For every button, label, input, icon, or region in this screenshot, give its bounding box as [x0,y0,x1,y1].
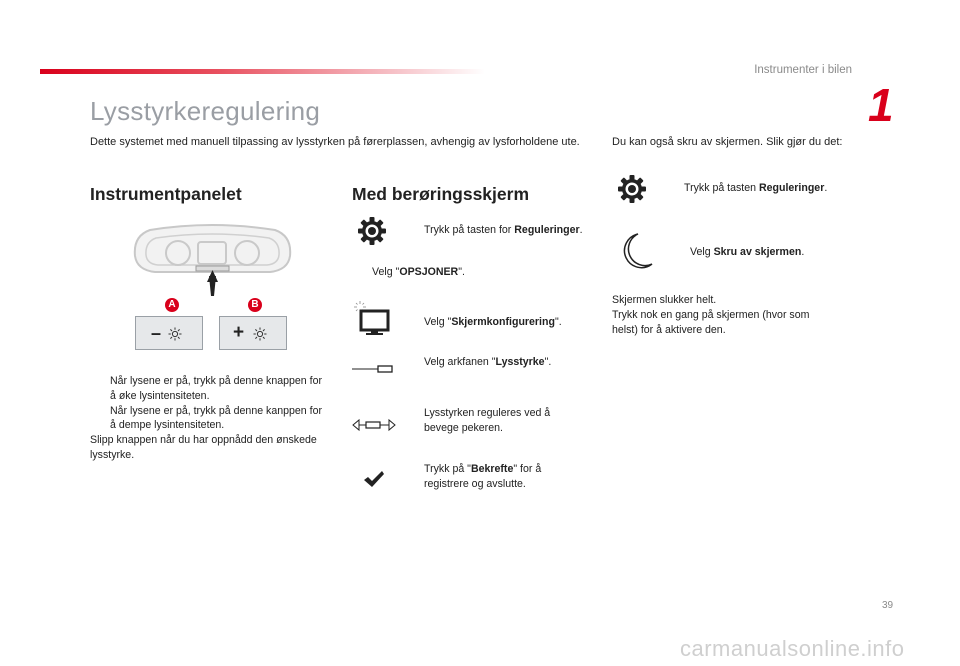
chapter-color-bar [40,69,485,74]
step-text: . [579,224,583,236]
touchscreen-step-6 [404,462,574,491]
bullet-icon [404,462,424,491]
list-item [90,404,330,434]
page-number: 39 [882,600,894,611]
screen-off-label: Skru av skjermen [713,246,802,258]
list-item [90,374,330,404]
step-text: ". [544,356,552,368]
minus-label: – [151,323,162,343]
brightness-tab-label: Lysstyrke [495,356,545,368]
step-text: Velg " [372,266,400,278]
bullet-icon [352,265,372,280]
slider-pointer-icon [352,418,396,432]
step-text: Trykk på " [424,463,471,475]
step-text: Lysstyrken reguleres ved å bevege pekeren. [424,407,551,434]
intro-text: Dette systemet med manuell tilpassing av lysstyrken på førerplassen, avhengig av lysforholdene ute. [90,136,580,148]
options-label: OPSJONER [399,266,459,278]
bullet-icon [90,374,110,404]
screen-off-intro: Du kan også skru av skjermen. Slik gjør du det: [612,136,843,148]
watermark: carmanualsonline.info [680,636,905,661]
confirm-check-icon [363,470,385,488]
bullet-text: Når lysene er på, trykk på denne knappen for å øke lysintensiteten. [110,375,322,402]
screen-configuration-label: Skjermkonfigurering [451,316,555,328]
chapter-title: Instrumenter i bilen [754,64,852,76]
touchscreen-step-1 [404,223,604,238]
marker-a-label: A [168,299,176,310]
note-text: Skjermen slukker helt. [612,294,717,306]
screen-configuration-icon [354,300,390,336]
confirm-label: Bekrefte [470,463,514,475]
step-text: " for å registrere og avslutte. [424,463,542,490]
page-title: Lysstyrkeregulering [90,96,321,126]
step-text: Velg " [424,316,452,328]
chapter-number: 1 [868,79,894,131]
bullet-icon [404,315,424,330]
instrument-panel-instructions [90,374,330,463]
step-text: Trykk på tasten for [424,224,515,236]
touchscreen-step-4 [404,355,604,370]
step-text: ". [554,316,562,328]
step-text: Velg arkfanen " [424,356,496,368]
instrument-cluster-illustration [130,222,295,300]
sun-icon [168,327,182,341]
plus-label: + [233,322,245,343]
bullet-icon [404,406,424,435]
marker-b-label: B [251,299,259,310]
release-text: Slipp knappen når du har oppnådd den ønskede lysstyrke. [90,434,317,461]
brightness-increase-button[interactable] [219,316,287,350]
touchscreen-step-3 [404,315,604,330]
screen-off-step-2 [670,245,860,260]
step-text: . [801,246,805,258]
settings-gear-icon [357,216,387,246]
screen-off-step-1 [664,181,854,196]
settings-key-label: Reguleringer [514,224,580,236]
bullet-icon [404,223,424,238]
step-text: . [824,182,828,194]
step-text: ". [458,266,465,278]
bullet-text: Når lysene er på, trykk på denne kanppen for å dempe lysintensiteten. [110,404,322,432]
bullet-icon [664,181,684,196]
note-text: Trykk nok en gang på skjermen (hvor som helst) for å aktivere den. [612,308,810,336]
bullet-icon [90,404,110,434]
settings-gear-icon [617,174,647,204]
brightness-decrease-button[interactable] [135,316,203,350]
moon-icon [618,232,654,272]
touchscreen-step-5 [404,406,574,435]
touchscreen-step-2 [352,265,552,280]
bullet-icon [404,355,424,370]
instrument-panel-heading: Instrumentpanelet [90,184,242,204]
screen-off-notes [612,293,834,337]
settings-key-label: Reguleringer [758,182,825,194]
brightness-tab-icon [352,364,394,374]
sun-icon [253,327,267,341]
step-text: Trykk på tasten [684,182,759,194]
bullet-icon [670,245,690,260]
step-text: Velg [690,246,714,258]
touchscreen-heading: Med berøringsskjerm [352,184,529,204]
